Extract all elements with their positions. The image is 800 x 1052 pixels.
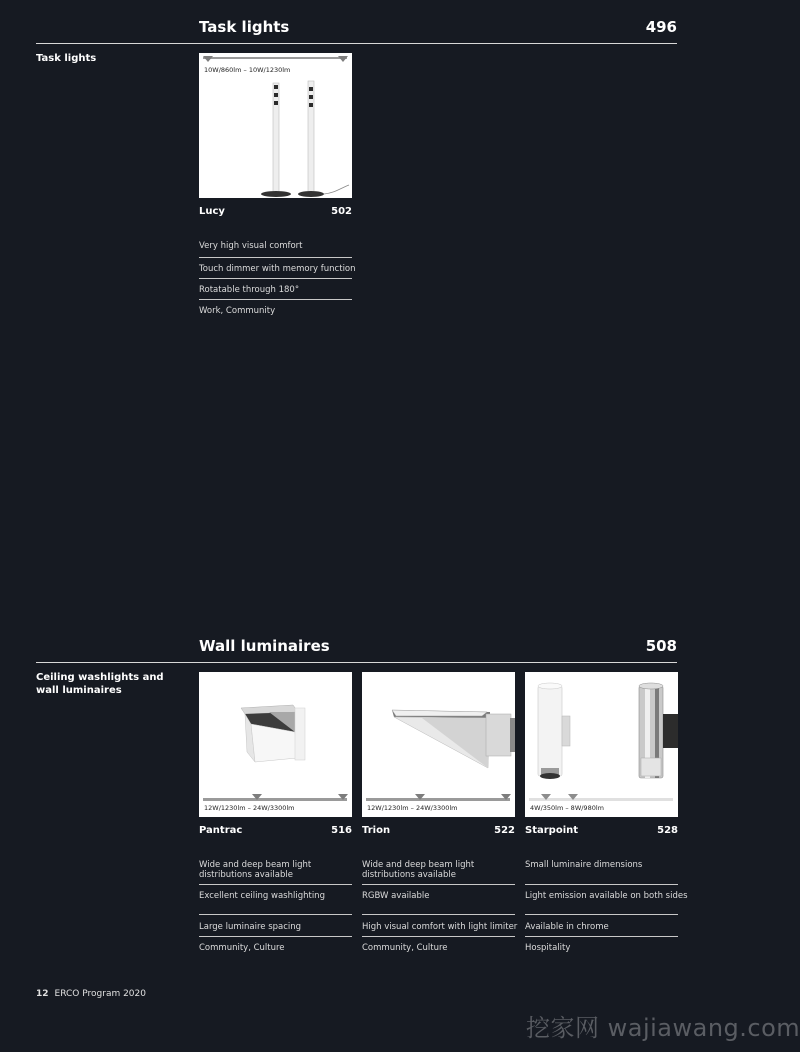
feature-divider [362,914,515,915]
feature-starpoint-2: Light emission available on both sides [525,891,688,901]
wattage-range-bar [529,798,673,801]
section-title-wall-luminaires: Wall luminaires [199,637,330,655]
feature-trion-4: Community, Culture [362,943,448,953]
feature-pantrac-2: Excellent ceiling washlighting [199,891,325,901]
wattage-range-bar [203,57,347,59]
section-page-wall-luminaires[interactable]: 508 [645,637,677,655]
feature-lucy-3: Rotatable through 180° [199,285,300,295]
product-image-lucy[interactable] [199,53,352,198]
section-rule-wall-luminaires [36,662,677,663]
lucy-lamp-left-pole [273,83,279,193]
section-title-task-lights: Task lights [199,18,290,36]
product-card-pantrac[interactable] [199,672,352,953]
product-name-starpoint[interactable]: Starpoint [525,825,579,836]
footer-publication: ERCO Program 2020 [54,989,146,999]
lucy-cable [324,185,349,194]
product-card-starpoint[interactable] [525,672,688,953]
starpoint-illustration [525,672,678,817]
category-ceiling-washlights: Ceiling washlights and wall luminaires [36,672,164,696]
feature-divider [199,278,352,279]
wattage-range-bar [203,798,347,801]
wattage-range-bar [366,798,510,801]
feature-trion-3: High visual comfort with light limiter [362,922,518,932]
feature-divider [199,299,352,300]
footer [36,989,146,999]
feature-pantrac-1: Wide and deep beam light distributions available [199,860,312,880]
feature-lucy-4: Work, Community [199,306,276,316]
feature-divider [525,914,678,915]
wattage-label-starpoint: 4W/350lm – 8W/980lm [530,804,604,812]
section-rule-task-lights [36,43,677,44]
feature-trion-2: RGBW available [362,891,430,901]
feature-starpoint-4: Hospitality [525,943,571,953]
feature-divider [199,884,352,885]
product-image-pantrac[interactable] [199,672,352,817]
lucy-illustration [199,53,352,198]
feature-divider [362,936,515,937]
product-image-trion[interactable] [362,672,515,817]
product-page-lucy[interactable]: 502 [331,206,352,217]
wattage-label-trion: 12W/1230lm – 24W/3300lm [367,804,458,812]
watermark: 挖家网 wajiawang.com [526,1014,800,1042]
product-card-lucy[interactable] [199,53,356,316]
wattage-label-lucy: 10W/860lm – 10W/1230lm [204,66,291,74]
section-page-task-lights[interactable]: 496 [645,18,677,36]
feature-pantrac-3: Large luminaire spacing [199,922,302,932]
feature-trion-1: Wide and deep beam light distributions available [362,860,475,880]
feature-divider [199,914,352,915]
product-name-trion[interactable]: Trion [362,825,391,836]
pantrac-illustration [199,672,352,817]
category-task-lights: Task lights [36,53,97,64]
feature-divider [199,257,352,258]
wattage-label-pantrac: 12W/1230lm – 24W/3300lm [204,804,295,812]
feature-lucy-1: Very high visual comfort [199,241,303,251]
product-page-trion[interactable]: 522 [494,825,515,836]
product-page-pantrac[interactable]: 516 [331,825,352,836]
product-name-lucy[interactable]: Lucy [199,206,225,217]
product-page-starpoint[interactable]: 528 [657,825,678,836]
feature-lucy-2: Touch dimmer with memory function [199,264,356,274]
feature-pantrac-4: Community, Culture [199,943,285,953]
feature-divider [362,884,515,885]
feature-starpoint-3: Available in chrome [525,922,609,932]
trion-illustration [362,672,515,817]
product-name-pantrac[interactable]: Pantrac [199,825,243,836]
feature-divider [525,936,678,937]
feature-divider [525,884,678,885]
feature-divider [199,936,352,937]
lucy-lamp-right-base [298,191,324,197]
product-image-starpoint[interactable] [525,672,678,817]
product-card-trion[interactable] [362,672,518,953]
lucy-lamp-left-base [261,191,291,197]
feature-starpoint-1: Small luminaire dimensions [525,860,643,870]
footer-page-number: 12 [36,989,49,999]
